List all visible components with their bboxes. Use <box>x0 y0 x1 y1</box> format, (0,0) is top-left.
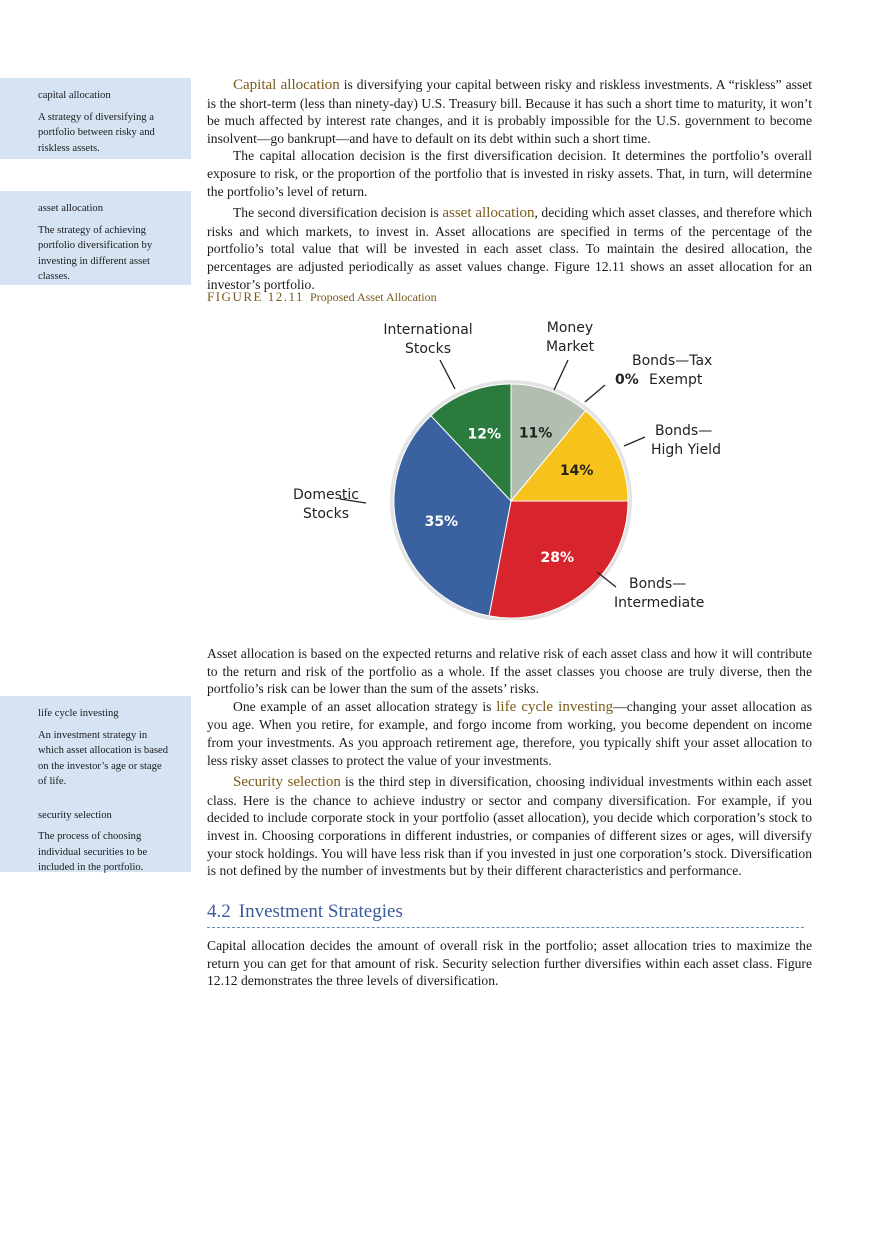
pie-label-3: 35% <box>424 514 459 531</box>
paragraph-text: is the third step in diversification, choosing individual investments within each asset class. Here is the chance to achieve industry or sector and company diversification. For example, if you decided to include corporate stock in your portfolio (asset allocation), you decide which corporation’s stock to invest in. Choosing corporations in different industries, or companies of different sizes or ages, will diversify your stock holdings. You will have less risk than if you invested in just one corporation’s stock. Diversification is not defined by the number of investments but by their different characteristics and performance. <box>207 774 812 879</box>
sidenote-term: capital allocation <box>38 90 111 101</box>
leader-line-money <box>554 360 568 390</box>
figure-title: Proposed Asset Allocation <box>309 290 437 304</box>
sidenote-asset-allocation <box>0 191 191 285</box>
pie-label-0: 11% <box>518 425 553 442</box>
keyword-capital-allocation: Capital allocation <box>233 77 340 93</box>
leader-line-highyield <box>624 437 645 446</box>
callout-taxexempt-2: Exempt <box>649 372 703 388</box>
pie-slices <box>390 380 632 620</box>
sidenote-term: life cycle investing <box>38 708 119 719</box>
callout-taxexempt-1: Bonds—Tax <box>632 353 713 369</box>
sidenote-definition: An investment strategy in which asset allocation is based on the investor’s age or stage of life. <box>38 729 169 787</box>
callout-intermediate-2: Intermediate <box>614 595 705 611</box>
keyword-asset-allocation: asset allocation <box>442 205 535 222</box>
callout-money-2: Market <box>545 339 595 355</box>
keyword-life-cycle-investing: life cycle investing <box>496 698 614 715</box>
paragraph-security-selection <box>207 773 812 880</box>
paragraph-capital-allocation <box>207 76 812 147</box>
callout-highyield-1: Bonds— <box>655 423 713 439</box>
paragraph-life-cycle <box>207 698 812 769</box>
sidenote-life-cycle-security <box>0 696 191 872</box>
pie-label-4: 12% <box>467 426 502 443</box>
sidenote-capital-allocation <box>0 78 191 159</box>
section-number: 4.2 <box>207 901 231 922</box>
sidenote-definition: A strategy of diversifying a portfolio between risky and riskless assets. <box>38 111 155 154</box>
body-text-bottom <box>207 645 812 880</box>
section-title: Investment Strategies <box>238 901 403 922</box>
body-text-top <box>207 76 812 293</box>
sidenote-definition: The strategy of achieving portfolio diversification by investing in different asset classes. <box>38 224 153 282</box>
figure-number: FIGURE 12.11 <box>207 289 304 304</box>
callout-international-2: Stocks <box>404 341 452 357</box>
keyword-security-selection: Security selection <box>233 774 341 791</box>
callout-highyield-2: High Yield <box>651 442 721 458</box>
paragraph-text: The second diversification decision is <box>233 205 443 221</box>
paragraph-investment-strategies: Capital allocation decides the amount of overall risk in the portfolio; asset allocation tries to maximize the return you can get for that amount of risk. Security selection further diversifies within each asset class. Figure 12.12 demonstrates the three levels of diversification. <box>207 938 812 989</box>
callout-domestic-1: Domestic <box>293 487 359 503</box>
leader-line-international <box>440 360 455 389</box>
sidenote-term: security selection <box>38 809 112 821</box>
asset-allocation-pie-chart <box>280 312 740 620</box>
paragraph-text: , deciding which asset classes, and therefore which risks and which markets, to invest in. Asset allocations are specified in terms of the percentage of the portfolio’s total value that will be invested in each asset class. To maintain the desired allocation, the percentages are adjusted periodically as asset values change. Figure 12.11 shows an asset allocation for an investor’s portfolio. <box>207 205 813 292</box>
callout-money-1: Money <box>546 320 594 336</box>
paragraph-text: —changing your asset allocation as you age. When you retire, for example, and forgo income from working, you become dependent on income from your investments. As you approach retirement age, therefore, you typically shift your asset allocation to less risky asset classes to protect the value of your investments. <box>207 698 813 768</box>
paragraph-text: One example of an asset allocation strategy is <box>233 698 497 714</box>
paragraph-text: is diversifying your capital between risky and riskless investments. A “riskless” asset is the short-term (less than ninety-day) U.S. Treasury bill. Because it has such a short time to maturity, it won’t be much affected by interest rate changes, and it is probably impossible for the U.S. government to become insolvent—go bankrupt—and have to default on its debt within such a short time. <box>207 77 813 146</box>
callout-international-1: International <box>383 322 473 338</box>
paragraph-asset-allocation <box>207 204 812 293</box>
sidenote-term: asset allocation <box>38 203 104 214</box>
callout-intermediate-1: Bonds— <box>629 576 687 592</box>
section-heading <box>207 901 804 928</box>
figure-caption <box>207 289 437 305</box>
body-text-section <box>207 937 812 990</box>
pie-label-2: 28% <box>540 549 574 566</box>
paragraph-asset-allocation-basis: Asset allocation is based on the expected returns and relative risk of each asset class and how it will contribute to the return and risk of the portfolio as a whole. If the asset classes you choose are truly diverse, then the portfolio’s risk can be lower than the sum of the assets’ risks. <box>207 646 812 697</box>
leader-line-taxexempt <box>585 385 605 402</box>
callout-domestic-2: Stocks <box>302 506 350 522</box>
paragraph-capital-decision: The capital allocation decision is the first diversification decision. It determines the portfolio’s overall exposure to risk, or the proportion of the portfolio that is invested in risky assets. That, in turn, will determine the portfolio’s level of return. <box>207 148 812 199</box>
pie-label-1: 14% <box>559 463 594 480</box>
sidenote-definition: The process of choosing individual securities to be included in the portfolio. <box>38 831 148 873</box>
callout-taxexempt-pct: 0% <box>615 372 639 388</box>
